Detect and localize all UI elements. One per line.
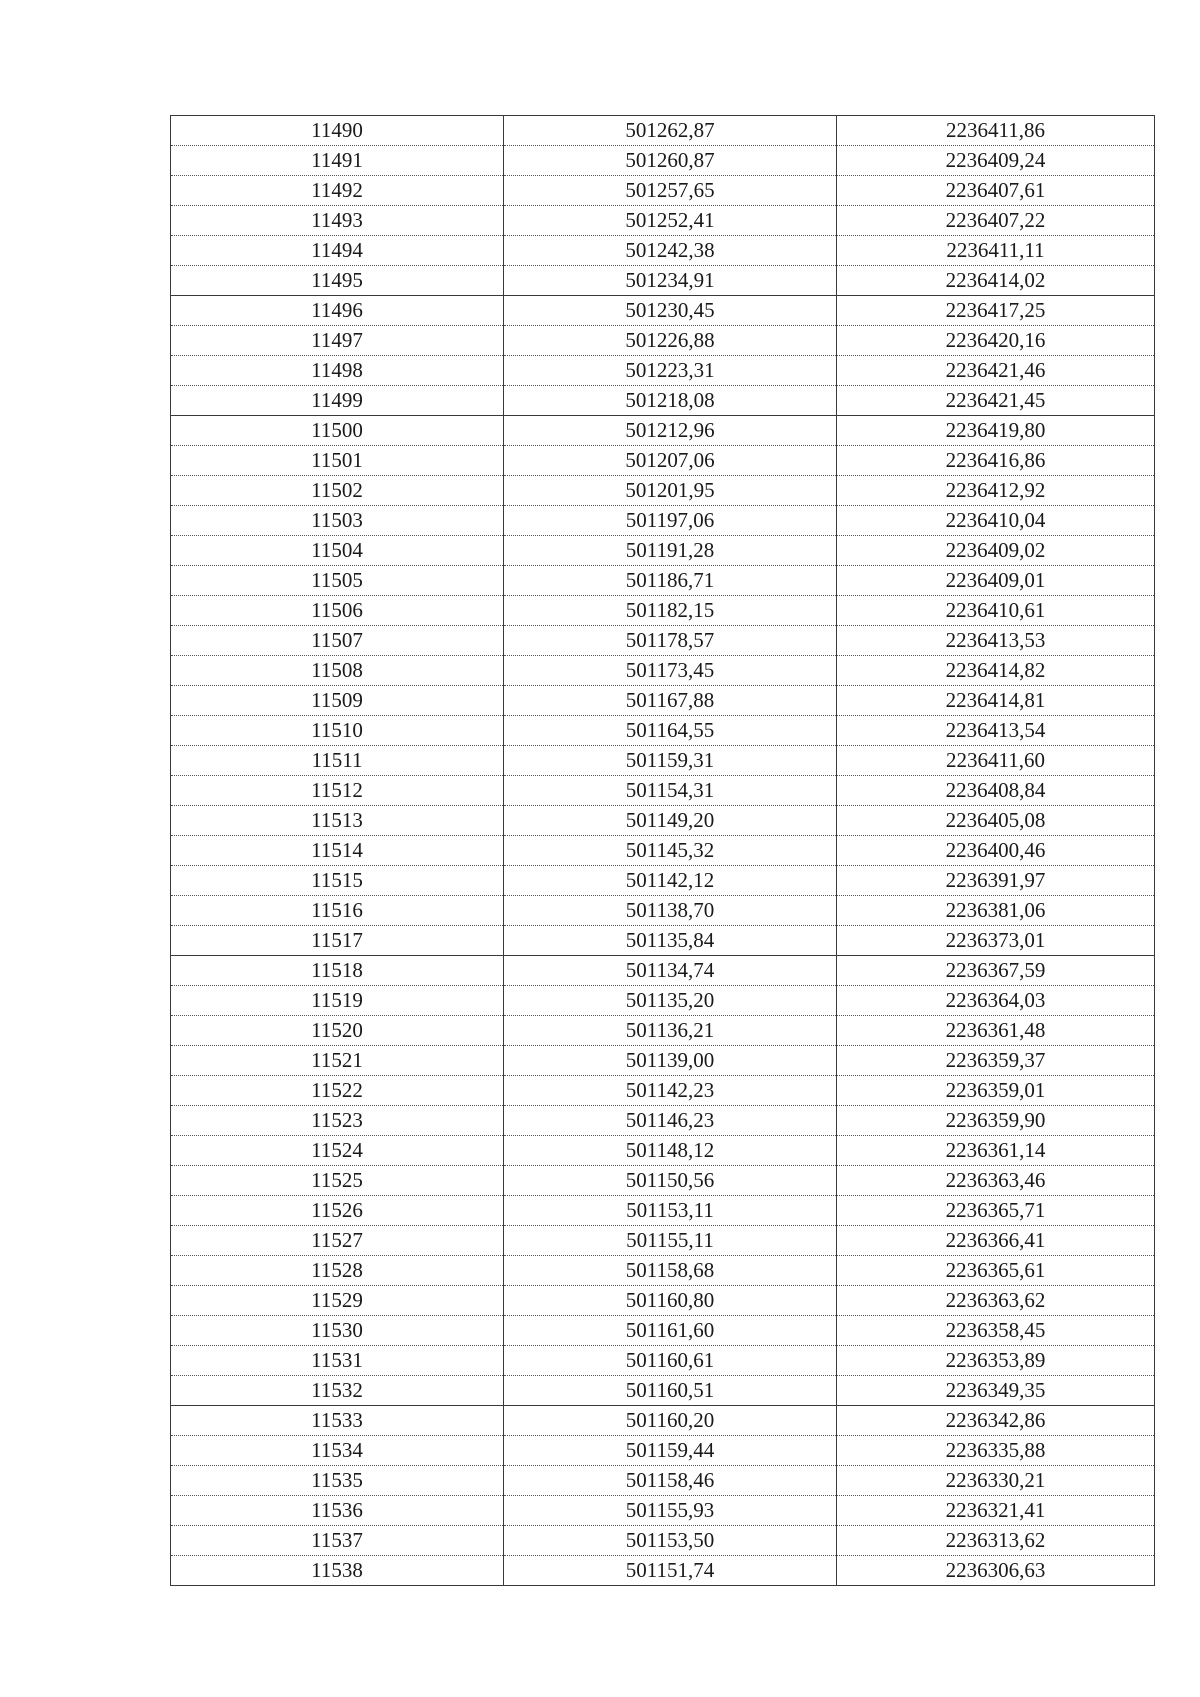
table-row <box>171 1136 1155 1166</box>
point-number-cell: 11501 <box>171 446 504 476</box>
y-coordinate-cell: 2236373,01 <box>837 926 1155 956</box>
table-row <box>171 1346 1155 1376</box>
table-row <box>171 1556 1155 1586</box>
x-coordinate-cell: 501139,00 <box>504 1046 837 1076</box>
x-coordinate-cell: 501134,74 <box>504 956 837 986</box>
x-coordinate-cell: 501178,57 <box>504 626 837 656</box>
table-row <box>171 1406 1155 1436</box>
y-coordinate-cell: 2236419,80 <box>837 416 1155 446</box>
x-coordinate-cell: 501153,11 <box>504 1196 837 1226</box>
y-coordinate-cell: 2236361,14 <box>837 1136 1155 1166</box>
table-row <box>171 536 1155 566</box>
y-coordinate-cell: 2236414,02 <box>837 266 1155 296</box>
x-coordinate-cell: 501234,91 <box>504 266 837 296</box>
x-coordinate-cell: 501161,60 <box>504 1316 837 1346</box>
y-coordinate-cell: 2236410,61 <box>837 596 1155 626</box>
table-row <box>171 626 1155 656</box>
table-row <box>171 1196 1155 1226</box>
x-coordinate-cell: 501182,15 <box>504 596 837 626</box>
x-coordinate-cell: 501155,11 <box>504 1226 837 1256</box>
point-number-cell: 11533 <box>171 1406 504 1436</box>
x-coordinate-cell: 501223,31 <box>504 356 837 386</box>
point-number-cell: 11502 <box>171 476 504 506</box>
y-coordinate-cell: 2236359,90 <box>837 1106 1155 1136</box>
x-coordinate-cell: 501160,61 <box>504 1346 837 1376</box>
x-coordinate-cell: 501151,74 <box>504 1556 837 1586</box>
x-coordinate-cell: 501135,84 <box>504 926 837 956</box>
table-row <box>171 986 1155 1016</box>
point-number-cell: 11505 <box>171 566 504 596</box>
x-coordinate-cell: 501158,46 <box>504 1466 837 1496</box>
point-number-cell: 11536 <box>171 1496 504 1526</box>
x-coordinate-cell: 501212,96 <box>504 416 837 446</box>
y-coordinate-cell: 2236417,25 <box>837 296 1155 326</box>
point-number-cell: 11494 <box>171 236 504 266</box>
y-coordinate-cell: 2236411,86 <box>837 116 1155 146</box>
y-coordinate-cell: 2236411,60 <box>837 746 1155 776</box>
y-coordinate-cell: 2236365,71 <box>837 1196 1155 1226</box>
point-number-cell: 11527 <box>171 1226 504 1256</box>
table-row <box>171 236 1155 266</box>
table-row <box>171 356 1155 386</box>
table-row <box>171 1046 1155 1076</box>
x-coordinate-cell: 501167,88 <box>504 686 837 716</box>
table-row <box>171 596 1155 626</box>
point-number-cell: 11524 <box>171 1136 504 1166</box>
table-row <box>171 1376 1155 1406</box>
x-coordinate-cell: 501262,87 <box>504 116 837 146</box>
table-row <box>171 1106 1155 1136</box>
y-coordinate-cell: 2236381,06 <box>837 896 1155 926</box>
point-number-cell: 11513 <box>171 806 504 836</box>
point-number-cell: 11503 <box>171 506 504 536</box>
y-coordinate-cell: 2236321,41 <box>837 1496 1155 1526</box>
point-number-cell: 11504 <box>171 536 504 566</box>
x-coordinate-cell: 501257,65 <box>504 176 837 206</box>
y-coordinate-cell: 2236358,45 <box>837 1316 1155 1346</box>
point-number-cell: 11535 <box>171 1466 504 1496</box>
x-coordinate-cell: 501173,45 <box>504 656 837 686</box>
table-row <box>171 506 1155 536</box>
table-row <box>171 806 1155 836</box>
table-row <box>171 176 1155 206</box>
table-row <box>171 1496 1155 1526</box>
point-number-cell: 11518 <box>171 956 504 986</box>
x-coordinate-cell: 501159,44 <box>504 1436 837 1466</box>
point-number-cell: 11509 <box>171 686 504 716</box>
x-coordinate-cell: 501226,88 <box>504 326 837 356</box>
point-number-cell: 11506 <box>171 596 504 626</box>
coordinates-table-body <box>171 116 1155 1586</box>
table-row <box>171 836 1155 866</box>
point-number-cell: 11531 <box>171 1346 504 1376</box>
table-row <box>171 1316 1155 1346</box>
y-coordinate-cell: 2236407,22 <box>837 206 1155 236</box>
point-number-cell: 11514 <box>171 836 504 866</box>
y-coordinate-cell: 2236349,35 <box>837 1376 1155 1406</box>
x-coordinate-cell: 501197,06 <box>504 506 837 536</box>
table-row <box>171 716 1155 746</box>
x-coordinate-cell: 501186,71 <box>504 566 837 596</box>
y-coordinate-cell: 2236410,04 <box>837 506 1155 536</box>
table-row <box>171 146 1155 176</box>
table-row <box>171 866 1155 896</box>
y-coordinate-cell: 2236409,01 <box>837 566 1155 596</box>
y-coordinate-cell: 2236359,01 <box>837 1076 1155 1106</box>
y-coordinate-cell: 2236306,63 <box>837 1556 1155 1586</box>
point-number-cell: 11495 <box>171 266 504 296</box>
y-coordinate-cell: 2236361,48 <box>837 1016 1155 1046</box>
point-number-cell: 11526 <box>171 1196 504 1226</box>
y-coordinate-cell: 2236414,81 <box>837 686 1155 716</box>
point-number-cell: 11498 <box>171 356 504 386</box>
table-row <box>171 776 1155 806</box>
x-coordinate-cell: 501138,70 <box>504 896 837 926</box>
coordinates-table <box>170 115 1155 1586</box>
point-number-cell: 11529 <box>171 1286 504 1316</box>
y-coordinate-cell: 2236330,21 <box>837 1466 1155 1496</box>
table-row <box>171 206 1155 236</box>
y-coordinate-cell: 2236407,61 <box>837 176 1155 206</box>
table-row <box>171 266 1155 296</box>
x-coordinate-cell: 501191,28 <box>504 536 837 566</box>
table-row <box>171 656 1155 686</box>
point-number-cell: 11492 <box>171 176 504 206</box>
table-row <box>171 686 1155 716</box>
point-number-cell: 11517 <box>171 926 504 956</box>
table-row <box>171 956 1155 986</box>
x-coordinate-cell: 501201,95 <box>504 476 837 506</box>
y-coordinate-cell: 2236409,24 <box>837 146 1155 176</box>
point-number-cell: 11499 <box>171 386 504 416</box>
x-coordinate-cell: 501146,23 <box>504 1106 837 1136</box>
x-coordinate-cell: 501159,31 <box>504 746 837 776</box>
point-number-cell: 11528 <box>171 1256 504 1286</box>
table-row <box>171 896 1155 926</box>
y-coordinate-cell: 2236413,54 <box>837 716 1155 746</box>
y-coordinate-cell: 2236416,86 <box>837 446 1155 476</box>
point-number-cell: 11493 <box>171 206 504 236</box>
x-coordinate-cell: 501160,51 <box>504 1376 837 1406</box>
y-coordinate-cell: 2236412,92 <box>837 476 1155 506</box>
table-row <box>171 1016 1155 1046</box>
x-coordinate-cell: 501153,50 <box>504 1526 837 1556</box>
point-number-cell: 11508 <box>171 656 504 686</box>
y-coordinate-cell: 2236405,08 <box>837 806 1155 836</box>
table-row <box>171 1526 1155 1556</box>
point-number-cell: 11491 <box>171 146 504 176</box>
y-coordinate-cell: 2236363,62 <box>837 1286 1155 1316</box>
y-coordinate-cell: 2236413,53 <box>837 626 1155 656</box>
point-number-cell: 11490 <box>171 116 504 146</box>
x-coordinate-cell: 501164,55 <box>504 716 837 746</box>
x-coordinate-cell: 501242,38 <box>504 236 837 266</box>
point-number-cell: 11530 <box>171 1316 504 1346</box>
y-coordinate-cell: 2236342,86 <box>837 1406 1155 1436</box>
x-coordinate-cell: 501142,12 <box>504 866 837 896</box>
point-number-cell: 11525 <box>171 1166 504 1196</box>
x-coordinate-cell: 501149,20 <box>504 806 837 836</box>
point-number-cell: 11497 <box>171 326 504 356</box>
y-coordinate-cell: 2236420,16 <box>837 326 1155 356</box>
table-row <box>171 1256 1155 1286</box>
table-row <box>171 416 1155 446</box>
point-number-cell: 11515 <box>171 866 504 896</box>
x-coordinate-cell: 501260,87 <box>504 146 837 176</box>
table-row <box>171 1226 1155 1256</box>
table-row <box>171 926 1155 956</box>
y-coordinate-cell: 2236421,45 <box>837 386 1155 416</box>
point-number-cell: 11507 <box>171 626 504 656</box>
table-row <box>171 1436 1155 1466</box>
x-coordinate-cell: 501154,31 <box>504 776 837 806</box>
point-number-cell: 11496 <box>171 296 504 326</box>
x-coordinate-cell: 501145,32 <box>504 836 837 866</box>
y-coordinate-cell: 2236359,37 <box>837 1046 1155 1076</box>
y-coordinate-cell: 2236365,61 <box>837 1256 1155 1286</box>
point-number-cell: 11521 <box>171 1046 504 1076</box>
point-number-cell: 11500 <box>171 416 504 446</box>
x-coordinate-cell: 501136,21 <box>504 1016 837 1046</box>
y-coordinate-cell: 2236409,02 <box>837 536 1155 566</box>
point-number-cell: 11516 <box>171 896 504 926</box>
x-coordinate-cell: 501160,20 <box>504 1406 837 1436</box>
point-number-cell: 11534 <box>171 1436 504 1466</box>
table-row <box>171 566 1155 596</box>
table-row <box>171 326 1155 356</box>
y-coordinate-cell: 2236391,97 <box>837 866 1155 896</box>
x-coordinate-cell: 501142,23 <box>504 1076 837 1106</box>
point-number-cell: 11512 <box>171 776 504 806</box>
y-coordinate-cell: 2236353,89 <box>837 1346 1155 1376</box>
x-coordinate-cell: 501135,20 <box>504 986 837 1016</box>
y-coordinate-cell: 2236408,84 <box>837 776 1155 806</box>
y-coordinate-cell: 2236367,59 <box>837 956 1155 986</box>
point-number-cell: 11538 <box>171 1556 504 1586</box>
y-coordinate-cell: 2236366,41 <box>837 1226 1155 1256</box>
point-number-cell: 11510 <box>171 716 504 746</box>
point-number-cell: 11519 <box>171 986 504 1016</box>
x-coordinate-cell: 501207,06 <box>504 446 837 476</box>
x-coordinate-cell: 501155,93 <box>504 1496 837 1526</box>
y-coordinate-cell: 2236363,46 <box>837 1166 1155 1196</box>
table-row <box>171 1076 1155 1106</box>
point-number-cell: 11511 <box>171 746 504 776</box>
y-coordinate-cell: 2236400,46 <box>837 836 1155 866</box>
y-coordinate-cell: 2236414,82 <box>837 656 1155 686</box>
point-number-cell: 11522 <box>171 1076 504 1106</box>
table-row <box>171 1286 1155 1316</box>
table-row <box>171 446 1155 476</box>
table-row <box>171 386 1155 416</box>
point-number-cell: 11523 <box>171 1106 504 1136</box>
table-row <box>171 476 1155 506</box>
y-coordinate-cell: 2236411,11 <box>837 236 1155 266</box>
x-coordinate-cell: 501148,12 <box>504 1136 837 1166</box>
y-coordinate-cell: 2236335,88 <box>837 1436 1155 1466</box>
y-coordinate-cell: 2236364,03 <box>837 986 1155 1016</box>
table-row <box>171 296 1155 326</box>
x-coordinate-cell: 501218,08 <box>504 386 837 416</box>
table-row <box>171 1466 1155 1496</box>
x-coordinate-cell: 501160,80 <box>504 1286 837 1316</box>
x-coordinate-cell: 501158,68 <box>504 1256 837 1286</box>
y-coordinate-cell: 2236313,62 <box>837 1526 1155 1556</box>
x-coordinate-cell: 501150,56 <box>504 1166 837 1196</box>
x-coordinate-cell: 501230,45 <box>504 296 837 326</box>
point-number-cell: 11537 <box>171 1526 504 1556</box>
x-coordinate-cell: 501252,41 <box>504 206 837 236</box>
y-coordinate-cell: 2236421,46 <box>837 356 1155 386</box>
point-number-cell: 11520 <box>171 1016 504 1046</box>
table-row <box>171 116 1155 146</box>
table-row <box>171 746 1155 776</box>
point-number-cell: 11532 <box>171 1376 504 1406</box>
table-row <box>171 1166 1155 1196</box>
